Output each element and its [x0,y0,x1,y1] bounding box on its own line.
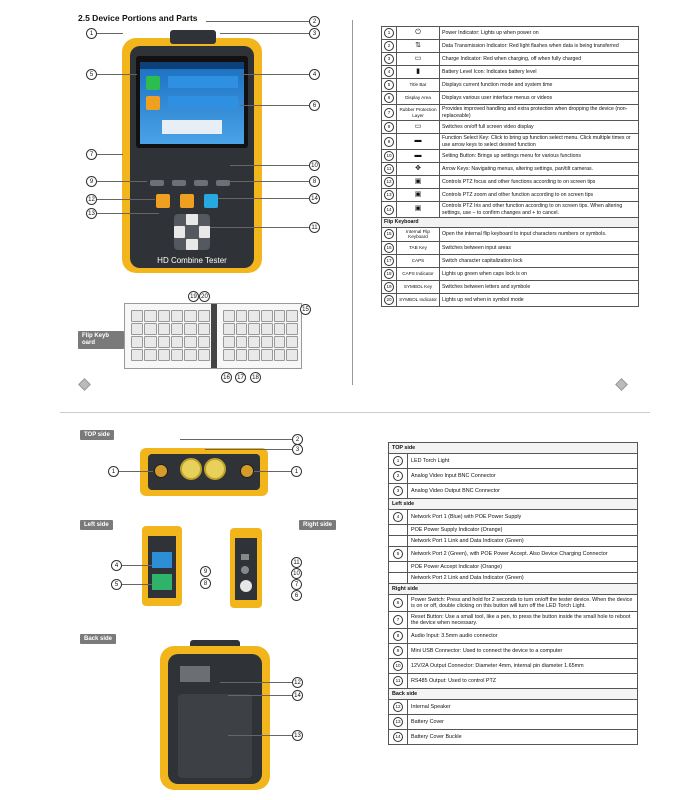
ptz-iris-icon: ▣ [414,205,422,213]
row-number: 4 [393,512,403,522]
row-number: 7 [393,615,403,625]
callout-b14: 14 [292,690,303,701]
keyboard-key [286,323,298,335]
row-number: 1 [393,456,403,466]
keyboard-key [248,323,260,335]
row-label: TAB Key [397,241,440,254]
row-number: 8 [384,122,394,132]
ptz-zoom-icon: ▣ [414,190,422,198]
row-number: 9 [393,646,403,656]
keyboard-key [198,323,210,335]
callout-b1r: 1 [291,466,302,477]
power-icon: ⏻ [415,28,421,36]
table-section-header: Left side [389,499,638,510]
table-row [382,202,639,218]
table-section-header: Right side [389,584,638,595]
callout-6: 6 [309,100,320,111]
callout-10: 10 [309,160,320,171]
callout-b13: 13 [292,730,303,741]
callout-15: 15 [300,304,311,315]
callout-11: 11 [309,222,320,233]
fullscreen-key-icon: ▭ [414,122,422,130]
ptz-focus-icon: ▣ [414,177,422,185]
table-row [382,280,639,293]
row-description: Setting Button: Brings up settings menu for various functions [440,150,639,163]
row-label: Title Bar [409,82,427,88]
left-side-label: Left side [80,520,113,530]
table-row [389,730,638,745]
keyboard-key [248,310,260,322]
keyboard-key [236,349,248,361]
row-description: Switches between input areas [440,241,639,254]
row-description: Displays various user interface menus or videos [440,92,639,105]
row-number: 3 [393,486,403,496]
table-row [382,79,639,92]
row-description: POE Power Accept Indicator (Orange) [408,562,638,573]
table-row [382,134,639,150]
keyboard-key [131,310,143,322]
keyboard-key [274,323,286,335]
table-row [389,715,638,730]
row-label: Internal Flip Keyboard [397,227,440,241]
row-description: Reset Button: Use a small tool, like a pen, to press the button inside the small hole to reboot the device when necessary. [408,612,638,629]
keyboard-key [198,349,210,361]
row-description: Battery Cover Buckle [408,730,638,745]
callout-1: 1 [86,28,97,39]
row-description: Function Select Key: Click to bring up function select menu. Click multiple times or use arrow keys to select desired function [440,134,639,150]
row-number: 13 [393,717,403,727]
keyboard-key [158,336,170,348]
callout-8: 8 [309,176,320,187]
callout-b8: 8 [200,578,211,589]
table-row [389,562,638,573]
keyboard-key [144,336,156,348]
keyboard-key [236,323,248,335]
keyboard-key [223,336,235,348]
row-number: 12 [384,177,394,187]
callout-9: 9 [86,176,97,187]
table-row [382,241,639,254]
row-description: Battery Cover [408,715,638,730]
table-row [389,525,638,536]
table-row [389,454,638,469]
table-row [389,469,638,484]
table-row [389,644,638,659]
keyboard-key [184,310,196,322]
table-row [389,674,638,689]
callout-5: 5 [86,69,97,80]
keyboard-key [158,310,170,322]
keyboard-key [131,336,143,348]
keyboard-key [198,310,210,322]
row-number: 14 [384,205,394,215]
row-label: Display Area [405,95,431,101]
row-description: Audio Input: 3.5mm audio connector [408,629,638,644]
keyboard-key [171,310,183,322]
row-number: 12 [393,702,403,712]
table-row [389,484,638,499]
keyboard-key [261,349,273,361]
table-row [389,629,638,644]
row-description: Lights up red when in symbol mode [440,293,639,306]
keyboard-key [158,323,170,335]
callout-2: 2 [309,16,320,27]
row-number: 19 [384,282,394,292]
keyboard-key [274,349,286,361]
table-row [389,612,638,629]
row-number: 2 [393,471,403,481]
back-side-label: Back side [80,634,116,644]
parts-table-sides [388,442,638,745]
row-description: Provides improved handling and extra protection when dropping the device (non-replaceable) [440,105,639,121]
row-description: Controls PTZ focus and other functions according to on screen tips [440,176,639,189]
row-number: 6 [384,93,394,103]
battery-icon: ▮ [416,67,420,75]
row-description: Arrow Keys: Navigating menus, altering settings, pan/tilt cameras. [440,163,639,176]
page-marker-icon [615,378,628,391]
set-key-icon: ▬ [414,151,422,159]
keyboard-key [248,336,260,348]
row-number: 13 [384,190,394,200]
table-row [382,176,639,189]
row-description: Controls PTZ zoom and other function according to on screen tips [440,189,639,202]
keyboard-key [286,310,298,322]
row-number: 15 [384,229,394,239]
row-description: 12V/2A Output Connector: Diameter 4mm, internal pin diameter 1.65mm [408,659,638,674]
row-number: 16 [384,243,394,253]
keyboard-key [223,349,235,361]
right-side-label: Right side [299,520,336,530]
callout-12: 12 [86,194,97,205]
keyboard-key [131,349,143,361]
row-description: Switches between letters and symbole [440,280,639,293]
table-row [382,267,639,280]
keyboard-key [131,323,143,335]
section-title: 2.5 Device Portions and Parts [78,13,198,23]
table-section-header: TOP side [389,443,638,454]
row-number: 14 [393,732,403,742]
keyboard-key [261,323,273,335]
keyboard-key [144,323,156,335]
row-number: 3 [384,54,394,64]
top-side-illustration [140,448,268,496]
row-description: POE Power Supply Indicator (Orange) [408,525,638,536]
callout-b5: 5 [111,579,122,590]
keyboard-key [184,336,196,348]
row-number: 7 [384,108,394,118]
table-row [382,150,639,163]
row-description: Mini USB Connector: Used to connect the device to a computer [408,644,638,659]
table-row [389,547,638,562]
table-row [389,536,638,547]
row-description: Analog Video Output BNC Connector [408,484,638,499]
right-side-illustration [230,528,262,608]
keyboard-key [236,336,248,348]
row-number: 5 [384,80,394,90]
table-row [389,510,638,525]
callout-13: 13 [86,208,97,219]
row-description: Open the internal flip keyboard to input characters numbers or symbols. [440,227,639,241]
back-side-illustration [160,640,270,790]
keyboard-key [223,310,235,322]
row-description: Displays current function mode and system time [440,79,639,92]
table-section-header: Flip Keyboard [382,218,639,228]
row-description: RS485 Output: Used to control PTZ [408,674,638,689]
table-row [382,66,639,79]
table-row [389,700,638,715]
callout-b12: 12 [292,677,303,688]
row-description: Controls PTZ Iris and other function according to on screen tips. When altering settings, use – to confirm changes and + to cancel. [440,202,639,218]
callout-b7: 7 [291,579,302,590]
callout-19: 19 [188,291,199,302]
row-label: SYMBOL Key [397,280,440,293]
table-row [382,40,639,53]
keyboard-key [274,310,286,322]
table-row [389,659,638,674]
keyboard-key [286,336,298,348]
callout-20: 20 [199,291,210,302]
table-section-header: Back side [389,689,638,700]
row-label: SYMBOL Indicator [397,293,440,306]
table-row [389,595,638,612]
table-row [382,92,639,105]
keyboard-key [158,349,170,361]
row-description: Analog Video Input BNC Connector [408,469,638,484]
row-number: 1 [384,28,394,38]
keyboard-key [184,323,196,335]
table-row [382,53,639,66]
keyboard-key [171,323,183,335]
row-description: Power Indicator: Lights up when power on [440,27,639,40]
arrow-keys-icon: ✥ [415,164,421,172]
callout-b1: 1 [108,466,119,477]
parts-table-front [381,26,639,307]
keyboard-key [184,349,196,361]
row-number: 10 [384,151,394,161]
top-side-label: TOP side [80,430,114,440]
row-number: 8 [393,631,403,641]
row-number: 17 [384,256,394,266]
callout-b9: 9 [200,566,211,577]
table-row [382,227,639,241]
row-description: Network Port 1 Link and Data Indicator (Green) [408,536,638,547]
keyboard-key [274,336,286,348]
row-description: Switch character capitalization lock [440,254,639,267]
callout-b6: 6 [291,590,302,601]
callout-4: 4 [309,69,320,80]
callout-16: 16 [221,372,232,383]
device-brand-text: HD Combine Tester [157,256,227,265]
callout-7: 7 [86,149,97,160]
row-description: Switches on/off full screen video display [440,121,639,134]
keyboard-key [223,323,235,335]
callout-14: 14 [309,193,320,204]
row-label: Rubber Protection Layer [399,106,437,118]
callout-b4: 4 [111,560,122,571]
table-row [382,163,639,176]
row-number: 10 [393,661,403,671]
row-number: 20 [384,295,394,305]
table-row [382,293,639,306]
flip-keyboard-label: Flip Keyb oard [78,331,124,349]
row-description: Data Transmission Indicator: Red light flashes when data is being transferred [440,40,639,53]
row-description: Network Port 1 (Blue) with POE Power Supply [408,510,638,525]
row-description: Charge Indicator: Red when charging, off when fully charged [440,53,639,66]
keyboard-key [261,336,273,348]
left-side-illustration [142,526,182,606]
keyboard-key [171,336,183,348]
device-front-illustration [122,30,262,280]
row-number: 9 [384,137,394,147]
row-description: Lights up green when caps lock is on [440,267,639,280]
table-row [382,121,639,134]
callout-b10: 10 [291,568,302,579]
callout-3: 3 [309,28,320,39]
row-number: 5 [393,549,403,559]
table-row [382,254,639,267]
charge-icon: ▭ [414,54,422,62]
row-description: Power Switch: Press and hold for 2 seconds to turn on/off the tester device. When the device is on or off, double clicking on this button will turn off the LED Torch Light. [408,595,638,612]
function-key-icon: ▬ [414,137,422,145]
keyboard-key [198,336,210,348]
display-area [140,62,244,144]
row-label: CAPS Indicator [397,267,440,280]
row-number: 4 [384,67,394,77]
keyboard-key [144,349,156,361]
row-number: 2 [384,41,394,51]
table-row [382,189,639,202]
table-row [382,27,639,40]
row-label: CAPS [397,254,440,267]
row-description: Network Port 2 Link and Data Indicator (Green) [408,573,638,584]
page-marker-icon [78,378,91,391]
table-row [389,573,638,584]
row-description: Battery Level Icon: Indicates battery level [440,66,639,79]
keyboard-key [286,349,298,361]
row-number: 11 [384,164,394,174]
callout-17: 17 [235,372,246,383]
keyboard-key [248,349,260,361]
row-description: LED Torch Light [408,454,638,469]
callout-b11: 11 [291,557,302,568]
callout-b3: 3 [292,444,303,455]
keyboard-key [236,310,248,322]
table-row [382,105,639,121]
row-number: 6 [393,598,403,608]
row-description: Internal Speaker [408,700,638,715]
row-number: 11 [393,676,403,686]
keyboard-key [261,310,273,322]
transfer-icon: ⇅ [415,41,421,49]
keyboard-key [144,310,156,322]
row-number: 18 [384,269,394,279]
callout-18: 18 [250,372,261,383]
row-description: Network Port 2 (Green), with POE Power Accept. Also Device Charging Connector [408,547,638,562]
callout-b2: 2 [292,434,303,445]
keyboard-key [171,349,183,361]
